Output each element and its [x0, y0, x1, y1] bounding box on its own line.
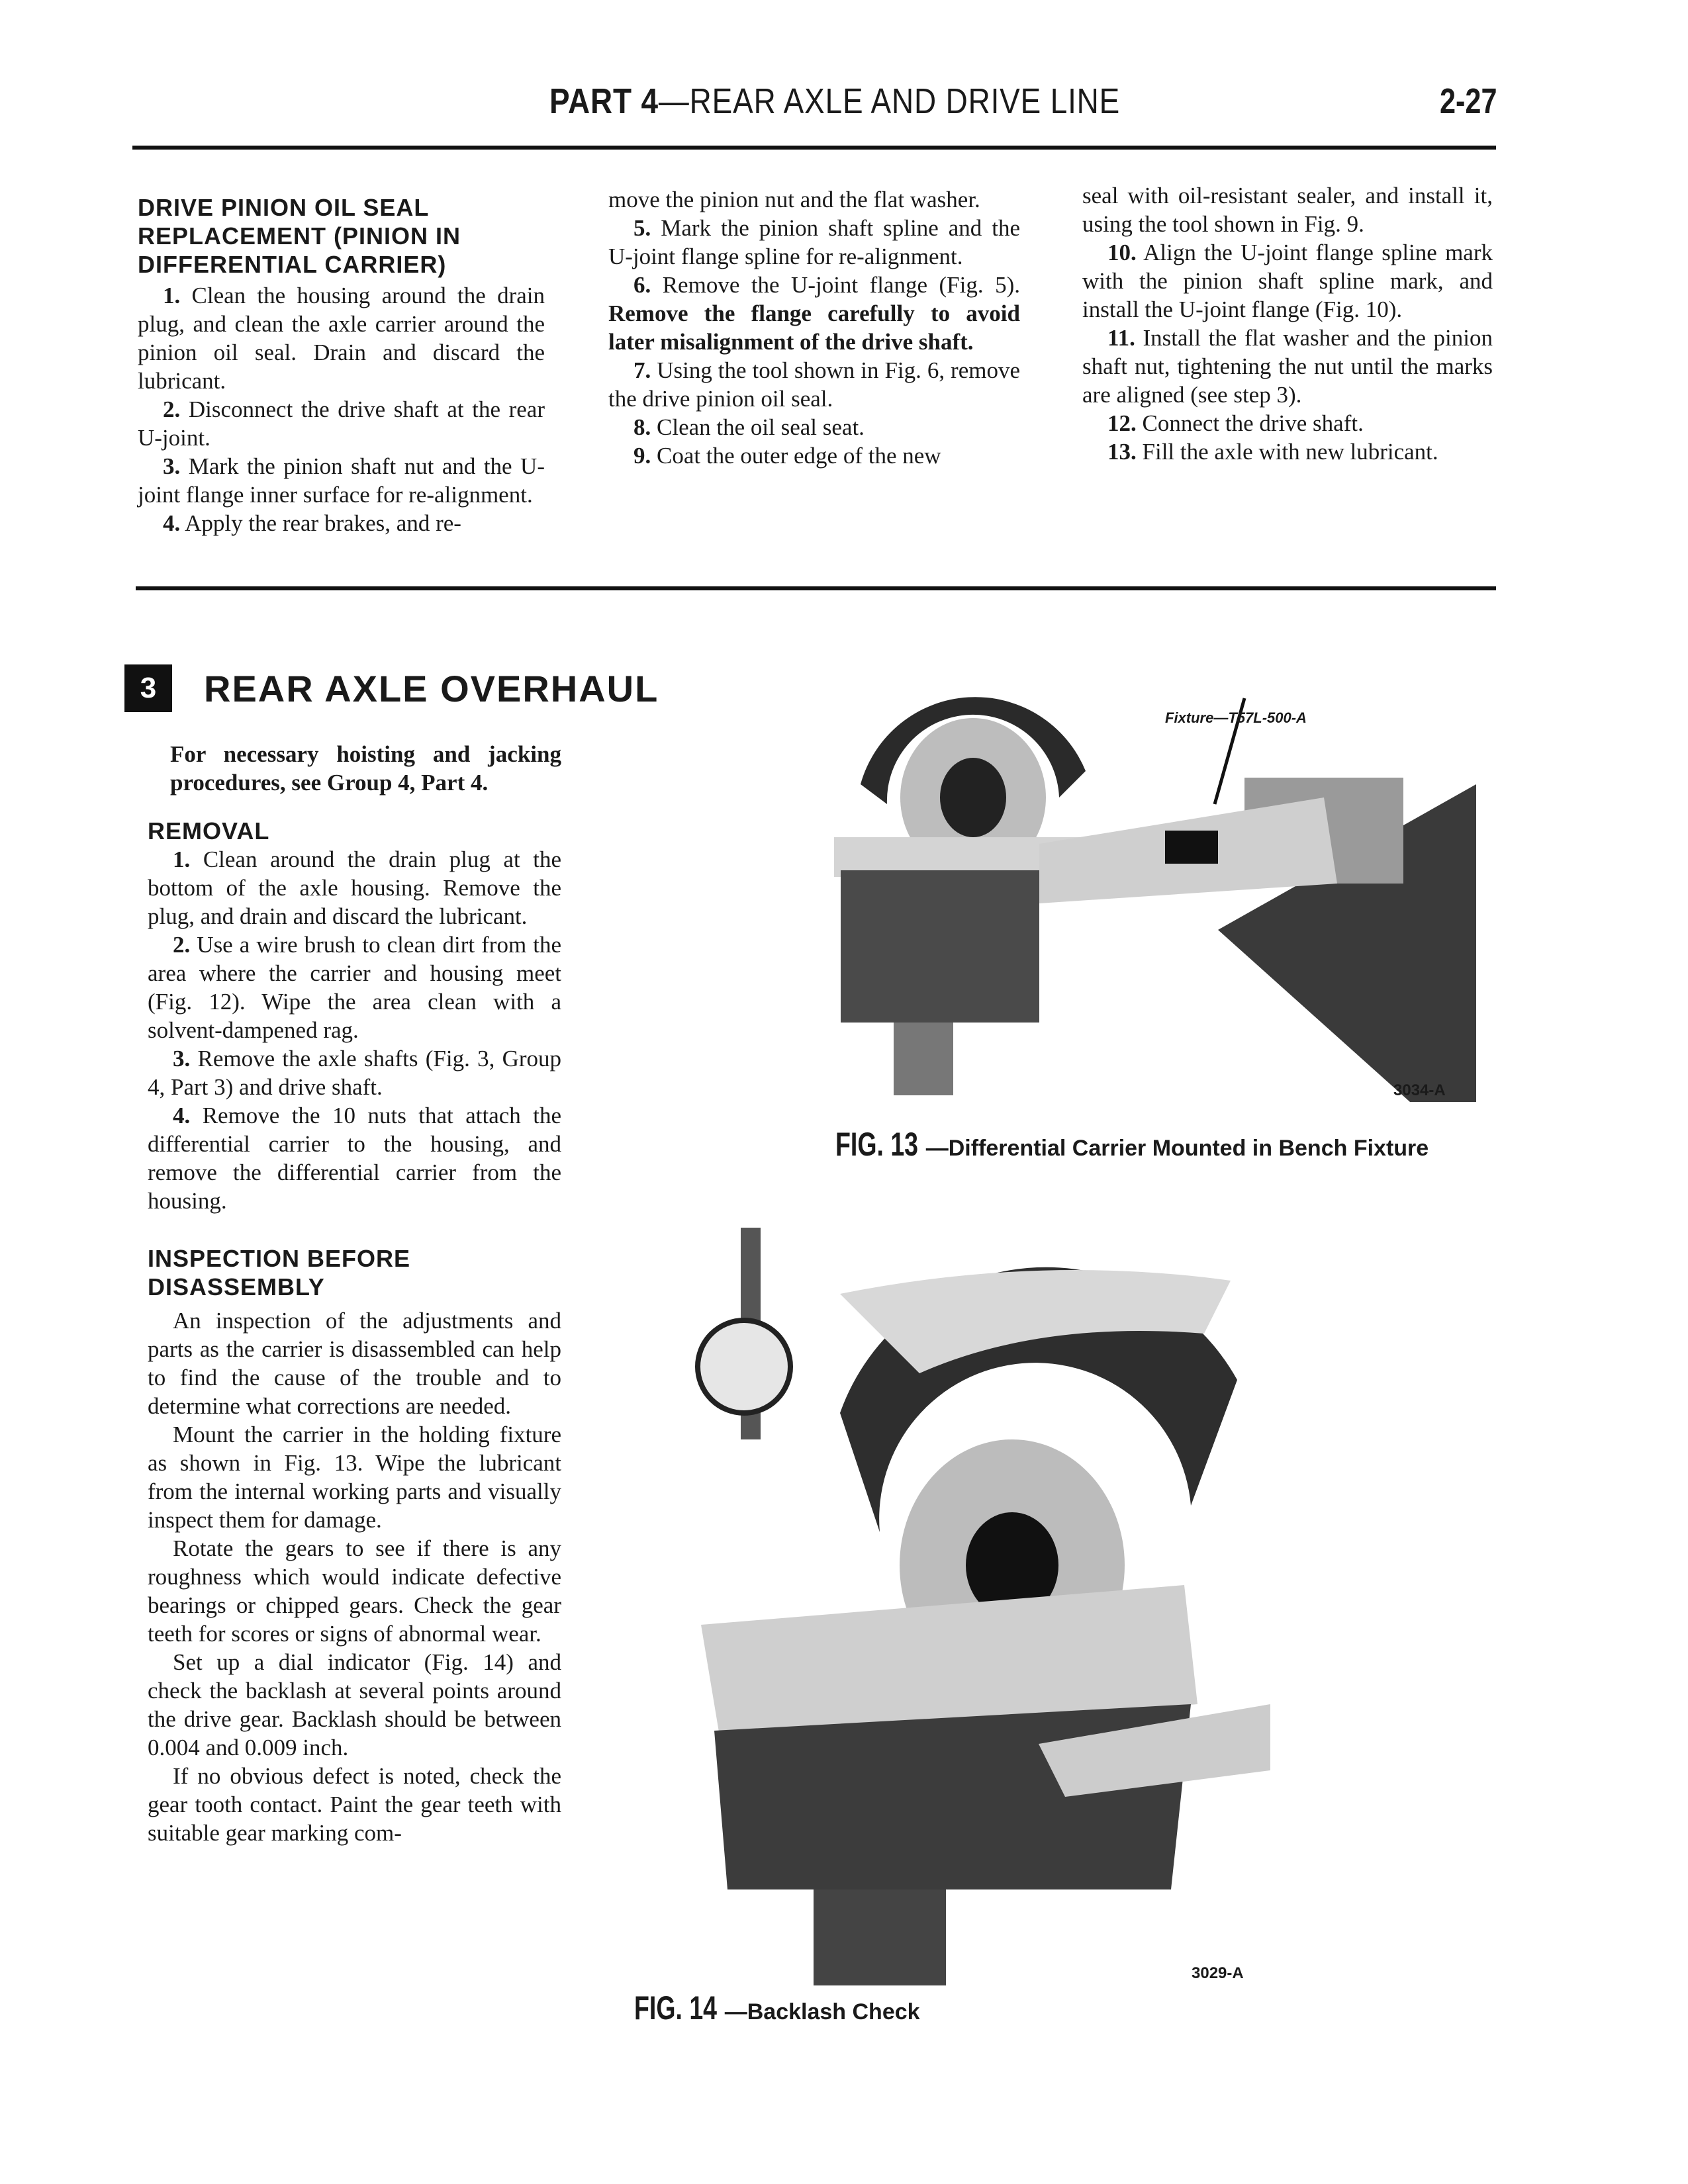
step: 1. Clean around the drain plug at the bottom of the axle housing. Remove the plug, and drain and discard the lubricant. — [148, 846, 561, 929]
section-number-badge: 3 — [124, 664, 172, 712]
header-title: —REAR AXLE AND DRIVE LINE — [658, 81, 1121, 121]
page-number: 2-27 — [1440, 81, 1497, 121]
paragraph: Rotate the gears to see if there is any roughness which would indicate defective bearings or chipped gears. Check the gear teeth for scores or signs of abnormal wear. — [148, 1535, 561, 1647]
step: 8. Clean the oil seal seat. — [633, 414, 865, 440]
fig13-code: 3034-A — [1393, 1081, 1446, 1099]
section-rule — [136, 586, 1496, 590]
paragraph: If no obvious defect is noted, check the gear tooth contact. Paint the gear teeth with suitable gear marking com- — [148, 1763, 561, 1846]
seal-column-2 — [608, 185, 1020, 470]
step: 5. Mark the pinion shaft spline and the U-joint flange spline for re-alignment. — [608, 215, 1020, 269]
section-title: REAR AXLE OVERHAUL — [204, 668, 659, 709]
step: 2. Use a wire brush to clean dirt from the area where the carrier and housing meet (Fig. 12). Wipe the area clean with a solvent-dampened rag. — [148, 932, 561, 1043]
step: 4. Apply the rear brakes, and re- — [163, 510, 461, 536]
fig14-code: 3029-A — [1192, 1964, 1244, 1982]
intro-note: For necessary hoisting and jacking procedures, see Group 4, Part 4. — [170, 741, 561, 796]
seal-heading: DRIVE PINION OIL SEAL REPLACEMENT (PINION IN DIFFERENTIAL CARRIER) — [138, 194, 461, 278]
header-rule — [132, 146, 1496, 150]
step: 1. Clean the housing around the drain plug, and clean the axle carrier around the pinion oil seal. Drain and discard the lubricant. — [138, 283, 545, 394]
fig13-photo — [821, 665, 1476, 1105]
step: 12. Connect the drive shaft. — [1107, 410, 1364, 436]
fig13-caption: FIG. 13 —Differential Carrier Mounted in Bench Fixture — [835, 1126, 1429, 1163]
step: 9. Coat the outer edge of the new — [633, 443, 941, 469]
overhaul-column — [148, 740, 561, 1847]
fig13-callout: Fixture—T57L-500-A — [1165, 709, 1307, 726]
seal-column-1 — [138, 193, 545, 537]
step: 3. Mark the pinion shaft nut and the U-joint flange inner surface for re-alignment. — [138, 453, 545, 508]
continued-text: move the pinion nut and the flat washer. — [608, 187, 980, 212]
step: 3. Remove the axle shafts (Fig. 3, Group 4, Part 3) and drive shaft. — [148, 1046, 561, 1100]
continued-text: seal with oil-resistant sealer, and install it, using the tool shown in Fig. 9. — [1082, 183, 1493, 237]
header-part: PART 4 — [549, 81, 659, 121]
removal-heading: REMOVAL — [148, 817, 270, 844]
step: 7. Using the tool shown in Fig. 6, remove the drive pinion oil seal. — [608, 357, 1020, 412]
paragraph: Set up a dial indicator (Fig. 14) and check the backlash at several points around the drive gear. Backlash should be between 0.004 and 0.009 inch. — [148, 1649, 561, 1760]
step: 10. Align the U-joint flange spline mark with the pinion shaft spline mark, and install the U-joint flange (Fig. 10). — [1082, 240, 1493, 322]
step: 4. Remove the 10 nuts that attach the differential carrier to the housing, and remove the differential carrier from the housing. — [148, 1103, 561, 1214]
fig14-photo — [641, 1228, 1270, 1985]
step: 6. Remove the U-joint flange (Fig. 5). Remove the flange carefully to avoid later misalignment of the drive shaft. — [608, 272, 1020, 355]
seal-column-3 — [1082, 181, 1493, 466]
running-header — [549, 81, 1120, 122]
paragraph: An inspection of the adjustments and parts as the carrier is disassembled can help to find the cause of the trouble and to determine what corrections are needed. — [148, 1308, 561, 1419]
step: 13. Fill the axle with new lubricant. — [1107, 439, 1438, 465]
paragraph: Mount the carrier in the holding fixture as shown in Fig. 13. Wipe the lubricant from the internal working parts and visually inspect them for damage. — [148, 1422, 561, 1533]
step: 2. Disconnect the drive shaft at the rear U-joint. — [138, 396, 545, 451]
fig14-caption: FIG. 14 —Backlash Check — [634, 1989, 920, 2026]
step: 11. Install the flat washer and the pinion shaft nut, tightening the nut until the marks are aligned (see step 3). — [1082, 325, 1493, 408]
inspection-heading: INSPECTION BEFORE DISASSEMBLY — [148, 1245, 411, 1300]
